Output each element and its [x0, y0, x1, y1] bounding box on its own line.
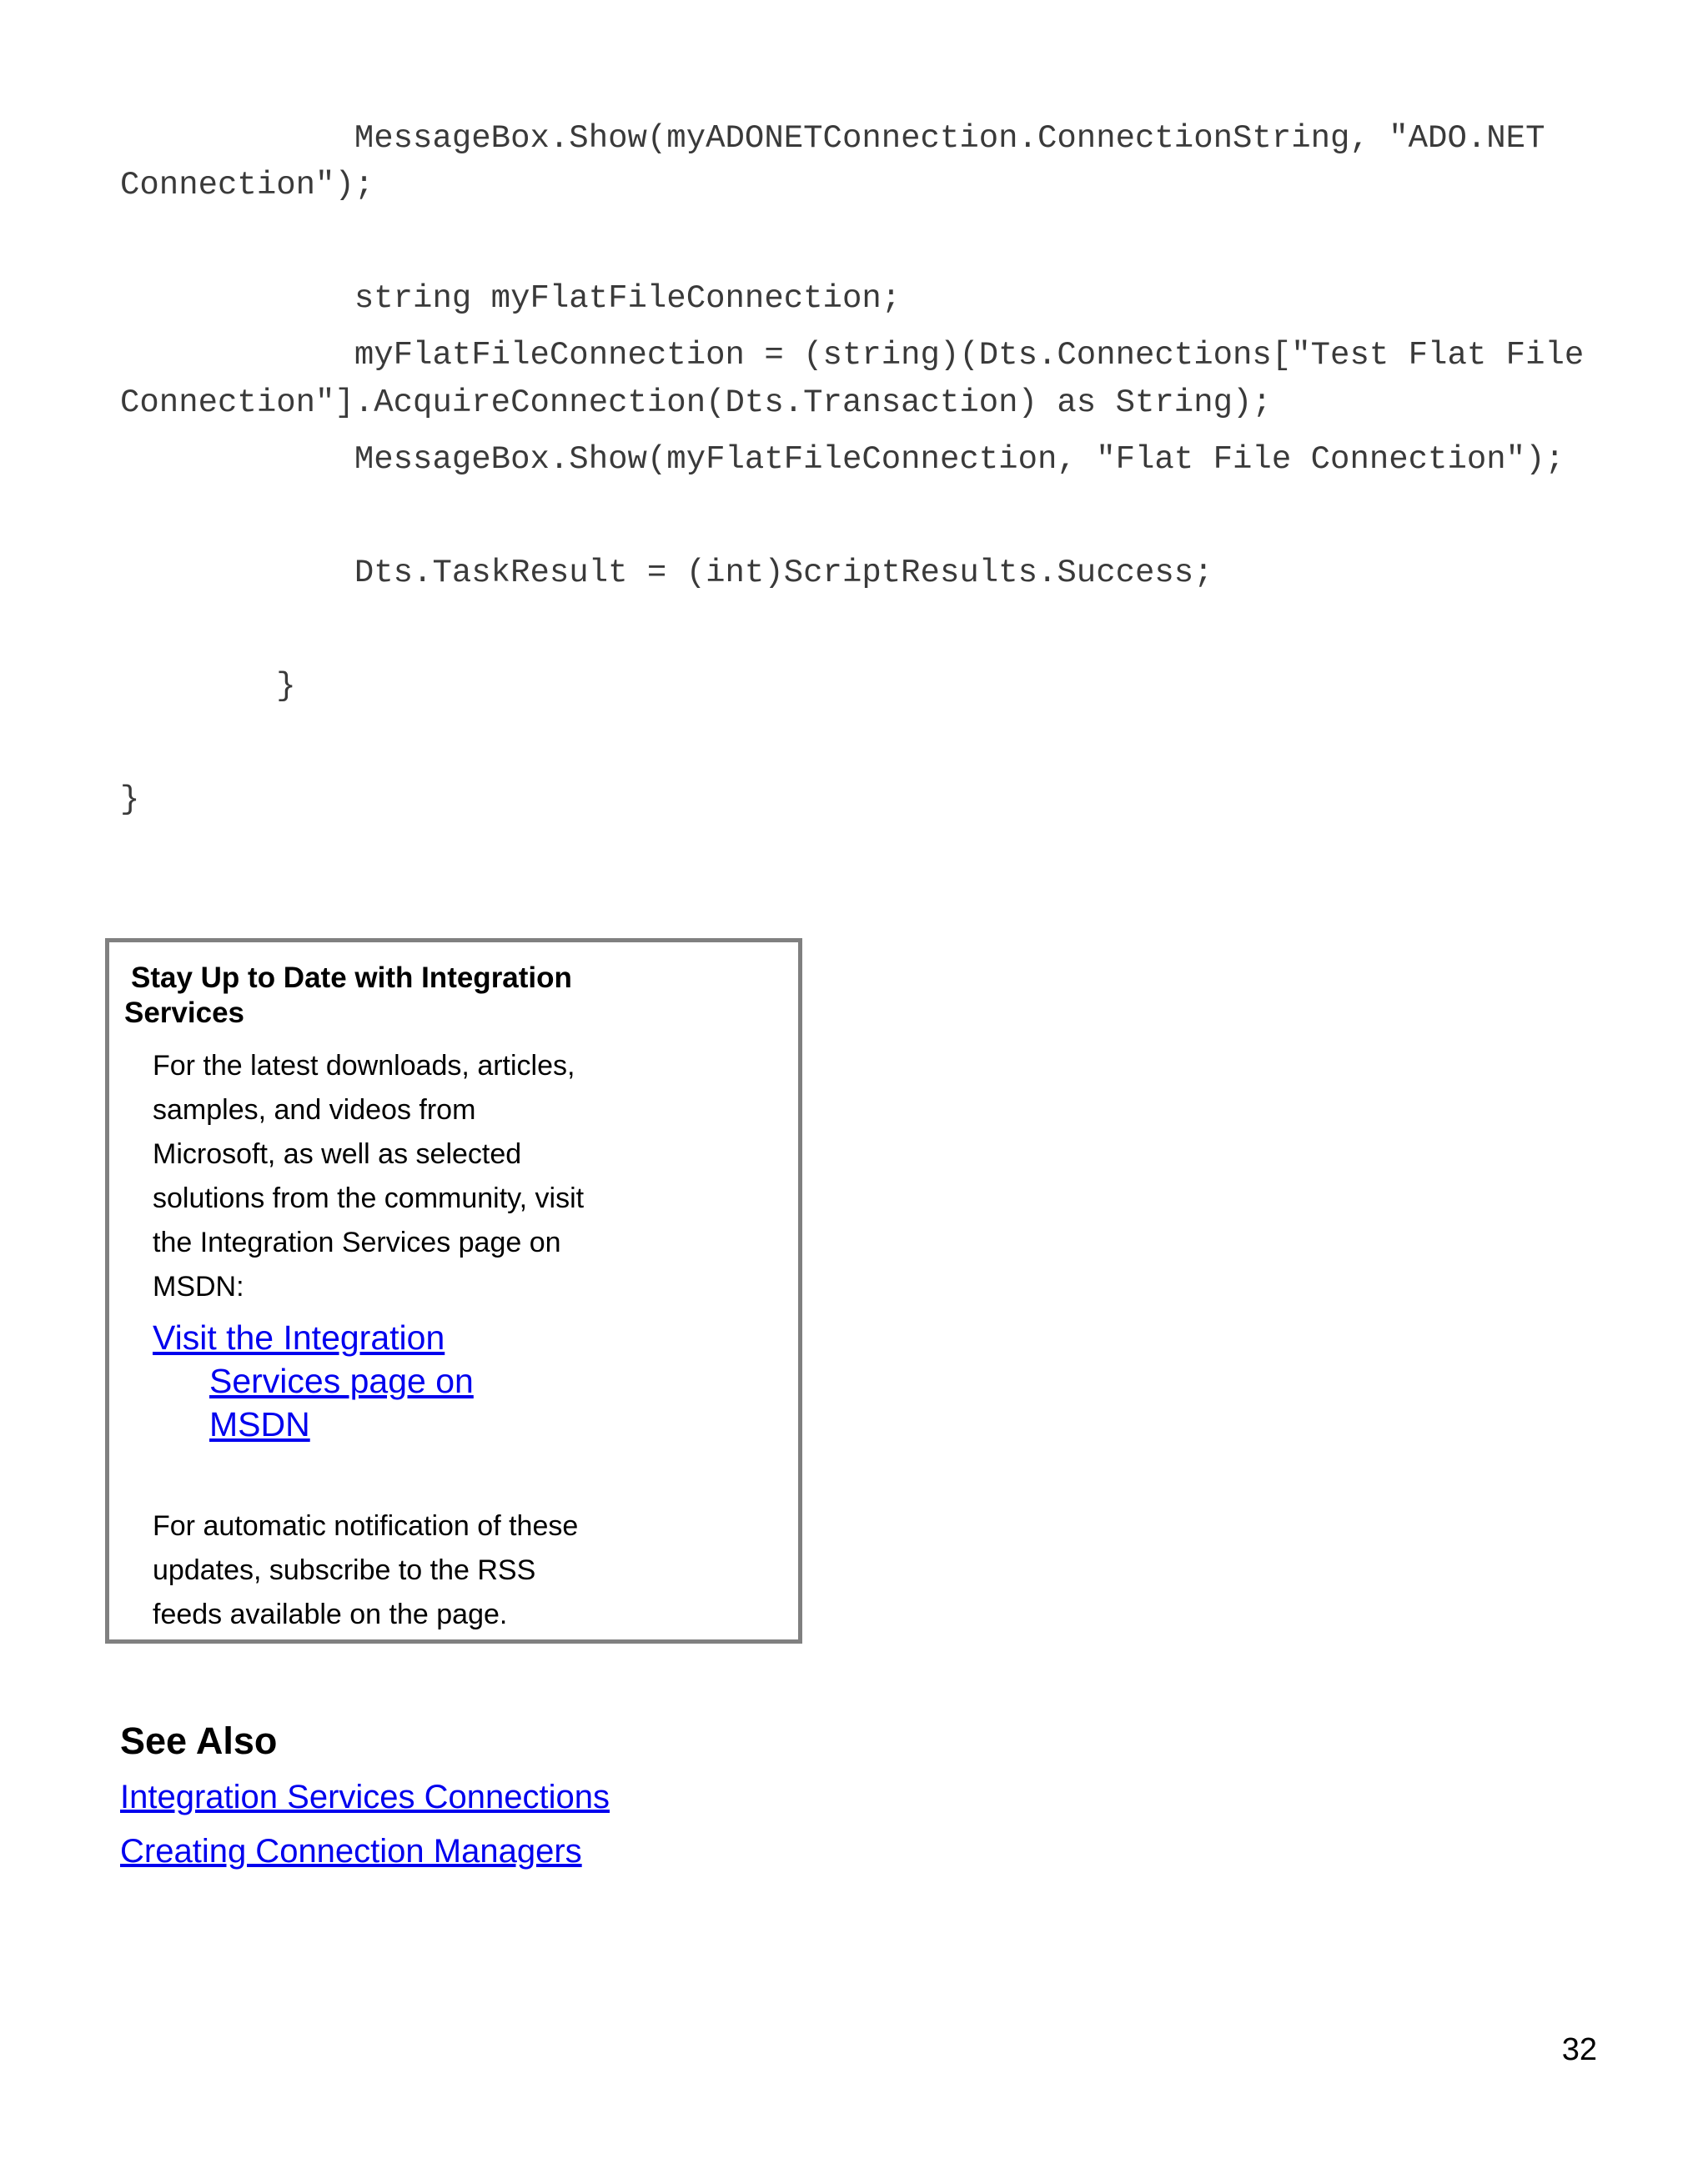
code-line: Dts.TaskResult = (int)ScriptResults.Success; — [120, 555, 1213, 591]
code-line: MessageBox.Show(myFlatFileConnection, "Flat File Connection"); — [120, 441, 1565, 478]
sidebar-title: Stay Up to Date with Integration Services — [124, 961, 572, 1029]
code-line: Connection"].AcquireConnection(Dts.Transaction) as String); — [120, 384, 1272, 421]
sidebar-box — [105, 938, 802, 1644]
see-also-link[interactable]: Creating Connection Managers — [120, 1833, 582, 1870]
code-line: } — [120, 781, 140, 818]
see-also-heading: See Also — [120, 1720, 278, 1762]
code-line: myFlatFileConnection = (string)(Dts.Connections["Test Flat File — [120, 337, 1585, 374]
code-line: string myFlatFileConnection; — [120, 280, 902, 317]
code-line: } — [120, 668, 296, 705]
see-also-link[interactable]: Integration Services Connections — [120, 1779, 610, 1815]
code-line: MessageBox.Show(myADONETConnection.ConnectionString, "ADO.NET — [120, 120, 1545, 157]
sidebar-paragraph: For the latest downloads, articles, samples, and videos from Microsoft, as well as selected solutions from the community, visit the Integration Services page on MSDN: — [153, 1050, 585, 1303]
msdn-link[interactable]: Visit the Integration Services page on MSDN — [153, 1318, 474, 1443]
code-line: Connection"); — [120, 167, 374, 203]
sidebar-paragraph: For automatic notification of these updates, subscribe to the RSS feeds available on the page. — [153, 1510, 579, 1630]
page-number: 32 — [1561, 2032, 1597, 2067]
